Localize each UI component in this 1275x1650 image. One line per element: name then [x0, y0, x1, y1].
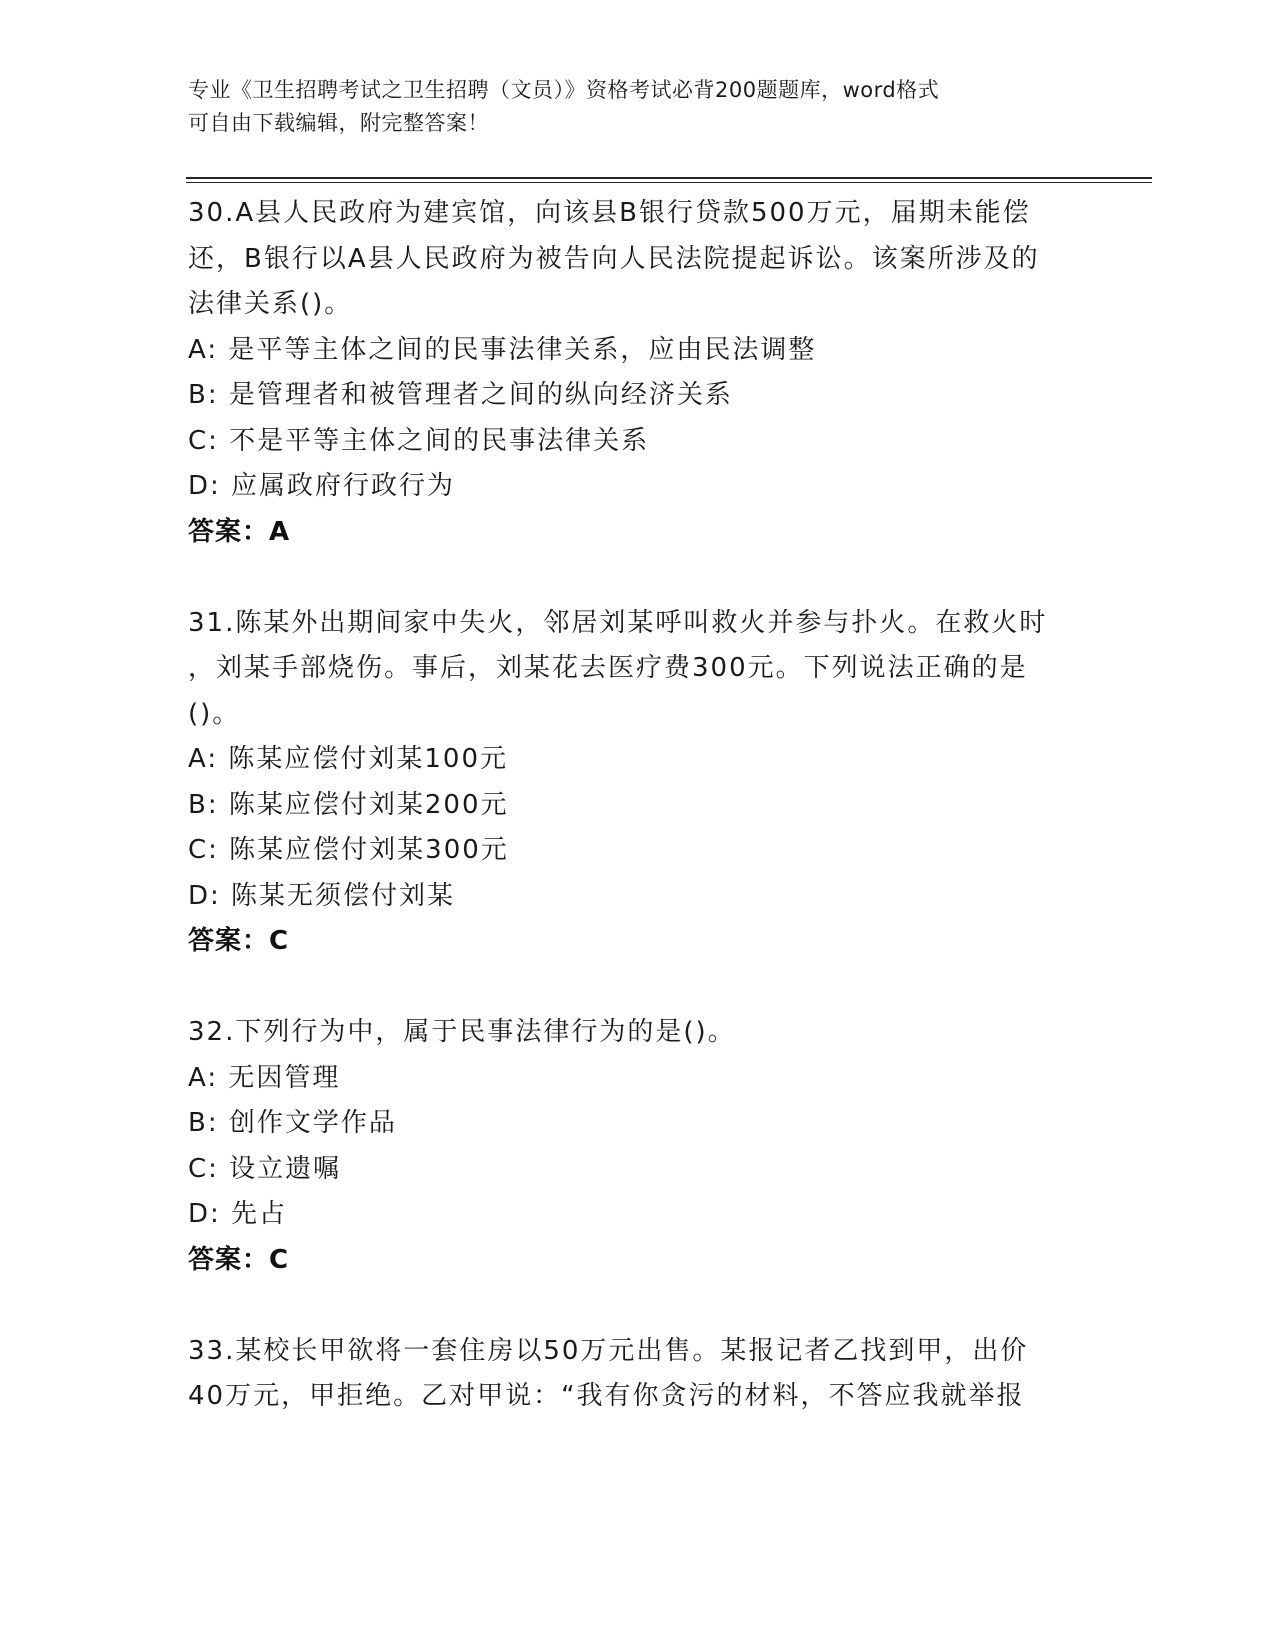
question-stem-line: ()。: [188, 698, 241, 729]
question-spacer: [188, 555, 1088, 601]
question-stem-line: 30.A县人民政府为建宾馆，向该县B银行贷款500万元，届期未能偿: [188, 198, 1031, 228]
question-30: [188, 191, 1088, 555]
document-header: [188, 74, 1068, 140]
option-d: D: 先占: [188, 1199, 288, 1229]
option-c: C: 陈某应偿付刘某300元: [188, 835, 509, 865]
header-line-2: 可自由下载编辑，附完整答案！: [188, 111, 489, 135]
header-divider-thin: [186, 182, 1152, 183]
option-a: A: 无因管理: [188, 1062, 341, 1093]
question-stem-line: 还，B银行以A县人民政府为被告向人民法院提起诉讼。该案所涉及的: [188, 243, 1040, 274]
header-line-1: 专业《卫生招聘考试之卫生招聘（文员）》资格考试必背200题题库，word格式: [188, 78, 940, 102]
question-spacer: [188, 965, 1088, 1011]
question-stem-line: ，刘某手部烧伤。事后，刘某花去医疗费300元。下列说法正确的是: [188, 653, 1028, 683]
question-spacer: [188, 1283, 1088, 1329]
option-b: B: 是管理者和被管理者之间的纵向经济关系: [188, 380, 733, 410]
question-stem-line: 33.某校长甲欲将一套住房以50万元出售。某报记者乙找到甲，出价: [188, 1335, 1029, 1366]
option-a: A: 陈某应偿付刘某100元: [188, 744, 508, 774]
answer-label: 答案：A: [188, 516, 291, 547]
option-d: D: 陈某无须偿付刘某: [188, 880, 456, 911]
question-32: [188, 1010, 1088, 1283]
question-stem-line: 31.陈某外出期间家中失火，邻居刘某呼叫救火并参与扑火。在救火时: [188, 607, 1048, 638]
question-stem-line: 32.下列行为中，属于民事法律行为的是()。: [188, 1017, 736, 1047]
answer-label: 答案：C: [188, 1244, 290, 1275]
option-b: B: 陈某应偿付刘某200元: [188, 789, 509, 820]
option-b: B: 创作文学作品: [188, 1108, 397, 1138]
question-33: [188, 1329, 1088, 1420]
answer-label: 答案：C: [188, 926, 290, 956]
option-a: A: 是平等主体之间的民事法律关系，应由民法调整: [188, 334, 817, 365]
question-stem-line: 法律关系()。: [188, 289, 353, 319]
option-c: C: 设立遗嘱: [188, 1153, 342, 1184]
option-c: C: 不是平等主体之间的民事法律关系: [188, 425, 650, 456]
header-divider-thick: [186, 177, 1152, 179]
question-stem-line: 40万元，甲拒绝。乙对甲说：“我有你贪污的材料，不答应我就举报: [188, 1381, 1025, 1411]
question-31: [188, 601, 1088, 965]
option-d: D: 应属政府行政行为: [188, 471, 456, 501]
question-list: [188, 191, 1088, 1420]
